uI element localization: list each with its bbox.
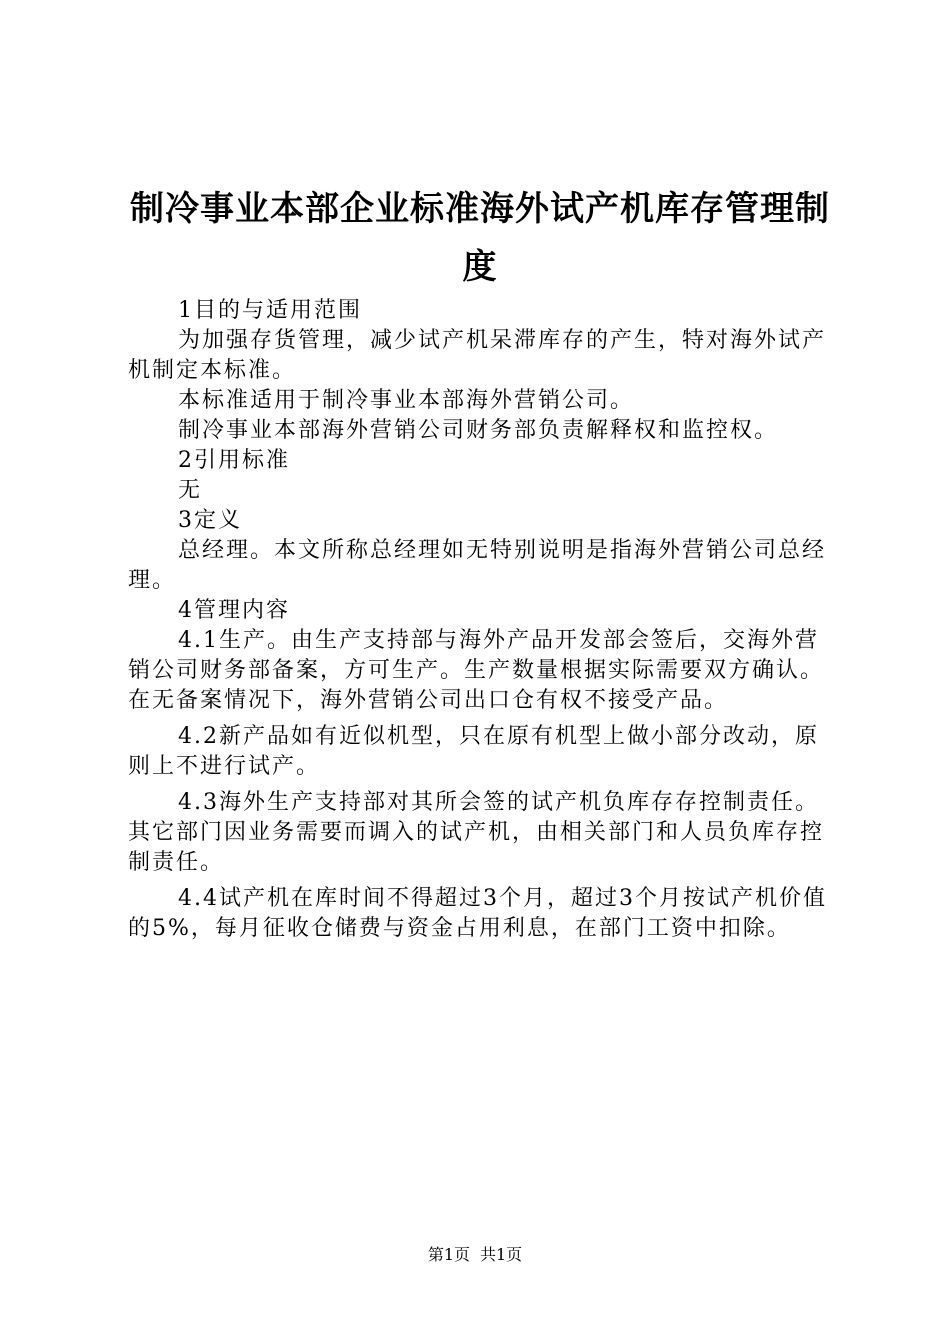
section-heading-references: 2引用标准 [178,448,290,473]
paragraph-authority: 制冷事业本部海外营销公司财务部负责解释权和监控权。 [178,418,779,443]
section-heading-purpose: 1目的与适用范围 [178,298,362,323]
page-total: 共1页 [480,1245,523,1264]
paragraph-references: 无 [178,478,203,503]
document-body [128,296,832,944]
clause-4-2: 4.2新产品如有近似机型，只在原有机型上做小部分改动，原则上不进行试产。 [128,724,819,779]
paragraph-definitions: 总经理。本文所称总经理如无特别说明是指海外营销公司总经理。 [128,538,827,593]
paragraph-purpose: 为加强存货管理，减少试产机呆滞库存的产生，特对海外试产机制定本标准。 [128,328,827,383]
page-number: 第1页 [427,1245,470,1264]
page-footer [0,1244,950,1266]
clause-4-1: 4.1生产。由生产支持部与海外产品开发部会签后，交海外营销公司财务部备案，方可生产。生产数量根据实际需要双方确认。在无备案情况下，海外营销公司出口仓有权不接受产品。 [128,628,825,713]
document-title: 制冷事业本部企业标准海外试产机库存管理制度 [130,189,830,287]
clause-4-3: 4.3海外生产支持部对其所会签的试产机负库存存控制责任。其它部门因业务需要而调入的试产机，由相关部门和人员负库存控制责任。 [128,790,825,875]
paragraph-scope: 本标准适用于制冷事业本部海外营销公司。 [178,388,635,413]
section-heading-management: 4管理内容 [178,598,290,623]
section-heading-definitions: 3定义 [178,508,242,533]
clause-4-4: 4.4试产机在库时间不得超过3个月，超过3个月按试产机价值的5%，每月征收仓储费与资金占用利息，在部门工资中扣除。 [128,886,827,941]
